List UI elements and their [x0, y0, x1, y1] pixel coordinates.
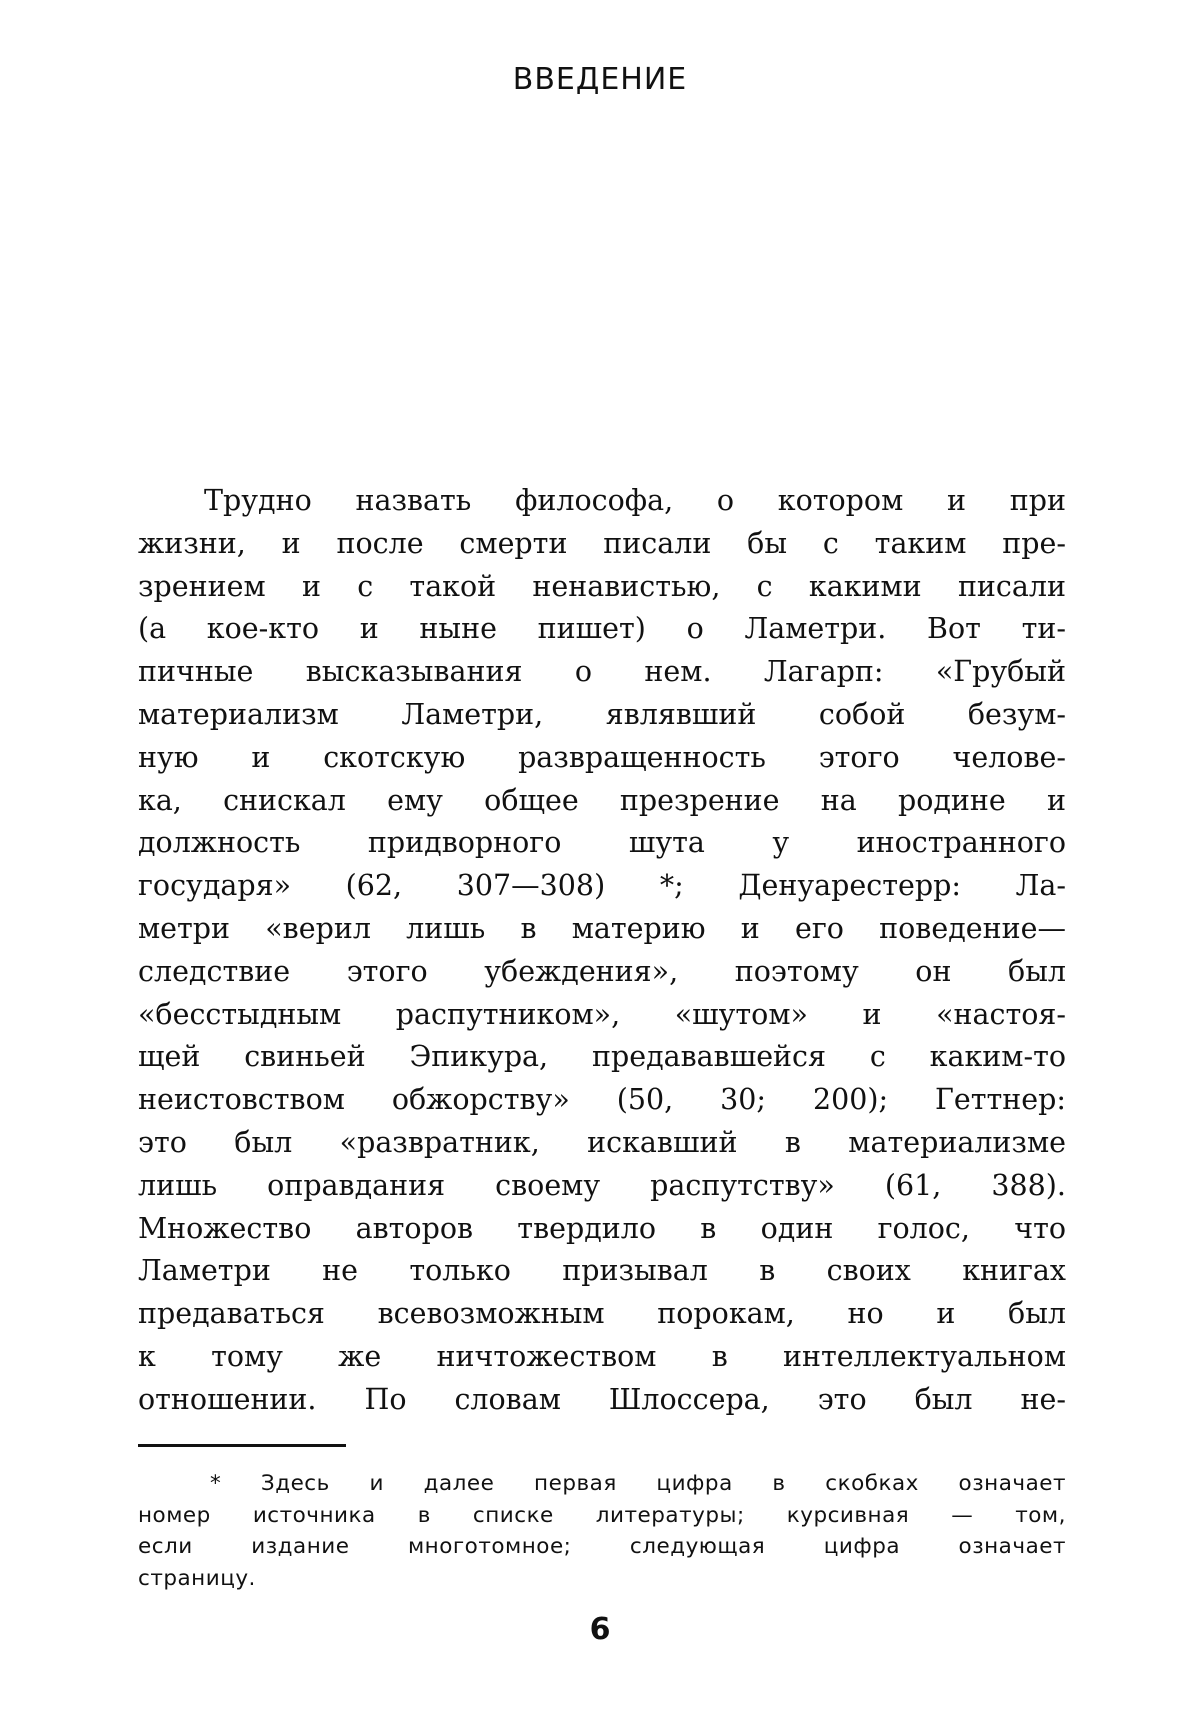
body-text — [138, 480, 1066, 1422]
body-line: щей свиньей Эпикура, предававшейся с каким-то — [138, 1040, 1066, 1074]
footnote — [138, 1468, 1066, 1594]
footnote-line: если издание многотомное; следующая цифра означает — [138, 1534, 1066, 1559]
body-line: это был «развратник, искавший в материализме — [138, 1125, 1066, 1159]
footnote-divider — [138, 1444, 346, 1447]
body-line: неистовством обжорству» (50, 30; 200); Геттнер: — [138, 1083, 1066, 1117]
body-line: пичные высказывания о нем. Лагарп: «Грубый — [138, 655, 1066, 689]
body-line: Ламетри не только призывал в своих книгах — [138, 1254, 1066, 1288]
body-line: жизни, и после смерти писали бы с таким пре- — [138, 526, 1066, 560]
body-line: следствие этого убеждения», поэтому он был — [138, 954, 1066, 988]
body-line: Трудно назвать философа, о котором и при — [204, 484, 1066, 517]
chapter-title: ВВЕДЕНИЕ — [512, 62, 688, 97]
body-line: ка, снискал ему общее презрение на родине и — [138, 783, 1066, 817]
body-line: к тому же ничтожеством в интеллектуальном — [138, 1339, 1066, 1373]
body-line: отношении. По словам Шлоссера, это был не- — [138, 1382, 1066, 1416]
body-line: ную и скотскую развращенность этого челове- — [138, 740, 1066, 774]
body-line: метри «верил лишь в материю и его поведение— — [138, 911, 1066, 945]
body-line: материализм Ламетри, являвший собой безум- — [138, 697, 1066, 731]
footnote-line: номер источника в списке литературы; курсивная — том, — [138, 1502, 1066, 1528]
footnote-line: * Здесь и далее первая цифра в скобках означает — [210, 1471, 1066, 1496]
body-line: Множество авторов твердило в один голос, что — [138, 1211, 1066, 1245]
body-line: зрением и с такой ненавистью, с какими писали — [138, 569, 1066, 603]
body-line: (а кое-кто и ныне пишет) о Ламетри. Вот ти- — [138, 612, 1066, 646]
footnote-line: страницу. — [138, 1565, 256, 1591]
body-line: лишь оправдания своему распутству» (61, 388). — [138, 1168, 1066, 1202]
body-line: «бесстыдным распутником», «шутом» и «настоя- — [138, 997, 1066, 1031]
page-number: 6 — [589, 1612, 611, 1647]
body-line: должность придворного шута у иностранного — [138, 826, 1066, 860]
body-line: государя» (62, 307—308) *; Денуарестерр: Ла- — [138, 869, 1066, 903]
body-line: предаваться всевозможным порокам, но и был — [138, 1297, 1066, 1331]
